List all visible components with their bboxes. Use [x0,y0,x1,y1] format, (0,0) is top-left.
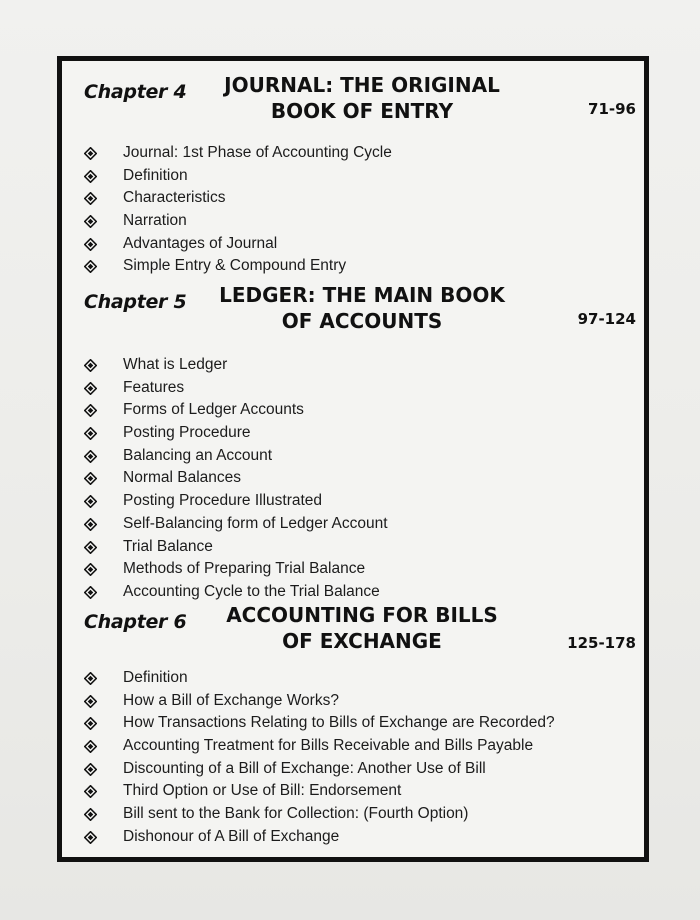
diamond-bullet-icon [84,427,97,440]
diamond-bullet-icon [84,740,97,753]
chapter-title-line: JOURNAL: THE ORIGINAL [224,73,500,97]
chapter-label: Chapter 4 [84,81,187,103]
topic-label: Discounting of a Bill of Exchange: Another Use of Bill [123,759,486,777]
topic-label: Journal: 1st Phase of Accounting Cycle [123,144,392,161]
topic-label: Forms of Ledger Accounts [123,401,304,419]
diamond-bullet-icon [84,695,97,708]
chapter-page-range: 97-124 [577,310,636,328]
topic-label: How Transactions Relating to Bills of Exchange are Recorded? [123,714,555,732]
topic-label: Accounting Treatment for Bills Receivable and Bills Payable [123,737,534,755]
topic-label: Definition [123,166,188,184]
topic-item [62,803,644,826]
topic-item [62,233,644,256]
topic-label: Balancing an Account [123,446,273,464]
topic-item [62,780,644,803]
diamond-bullet-icon [84,808,97,821]
topic-label: Posting Procedure Illustrated [123,492,323,510]
topic-label: Normal Balances [123,469,242,487]
topic-label: Trial Balance [123,537,213,555]
chapter-title-line: OF ACCOUNTS [281,309,443,333]
diamond-bullet-icon [84,672,97,685]
topic-label: How a Bill of Exchange Works? [123,691,339,709]
diamond-bullet-icon [84,563,97,576]
topic-label: Bill sent to the Bank for Collection: (Fourth Option) [123,805,469,823]
topic-item [62,558,644,581]
topic-item [62,536,644,559]
topic-item [62,467,644,490]
topic-label: Definition [123,669,188,686]
diamond-bullet-icon [84,763,97,776]
diamond-bullet-icon [84,541,97,554]
diamond-bullet-icon [84,170,97,183]
chapter-title-line: OF EXCHANGE [282,629,442,653]
chapter-title [212,602,512,654]
topic-label: Advantages of Journal [123,234,278,252]
chapter-title [212,72,512,124]
topic-list [62,354,644,604]
topic-item [62,826,644,849]
diamond-bullet-icon [84,404,97,417]
topic-item [62,735,644,758]
topic-item [62,187,644,210]
topic-item [62,210,644,233]
topic-item [62,581,644,604]
diamond-bullet-icon [84,359,97,372]
diamond-bullet-icon [84,215,97,228]
diamond-bullet-icon [84,831,97,844]
chapter-page-range: 71-96 [588,100,636,118]
topic-list [62,142,644,278]
diamond-bullet-icon [84,518,97,531]
topic-label: What is Ledger [123,356,228,373]
topic-label: Methods of Preparing Trial Balance [123,560,366,578]
topic-item [62,667,644,690]
topic-item [62,142,644,165]
chapter-title-line: LEDGER: THE MAIN BOOK [219,283,505,307]
diamond-bullet-icon [84,472,97,485]
topic-label: Accounting Cycle to the Trial Balance [123,582,380,600]
diamond-bullet-icon [84,717,97,730]
diamond-bullet-icon [84,238,97,251]
diamond-bullet-icon [84,450,97,463]
topic-item [62,255,644,278]
chapter-title-line: ACCOUNTING FOR BILLS [226,603,498,627]
diamond-bullet-icon [84,495,97,508]
topic-item [62,445,644,468]
diamond-bullet-icon [84,785,97,798]
chapter-label: Chapter 5 [84,291,187,313]
contents-frame [57,56,649,862]
diamond-bullet-icon [84,192,97,205]
topic-label: Narration [123,212,187,230]
topic-item [62,513,644,536]
topic-item [62,354,644,377]
diamond-bullet-icon [84,147,97,160]
diamond-bullet-icon [84,260,97,273]
topic-item [62,712,644,735]
topic-list [62,667,644,849]
topic-item [62,422,644,445]
topic-label: Self-Balancing form of Ledger Account [123,514,388,532]
chapter-page-range: 125-178 [567,634,636,652]
diamond-bullet-icon [84,586,97,599]
topic-label: Third Option or Use of Bill: Endorsement [123,782,402,800]
topic-item [62,399,644,422]
chapter-label: Chapter 6 [84,611,187,633]
diamond-bullet-icon [84,382,97,395]
chapter-title [212,282,512,334]
topic-label: Simple Entry & Compound Entry [123,257,347,275]
topic-item [62,377,644,400]
topic-label: Characteristics [123,189,226,207]
topic-label: Features [123,378,185,396]
topic-item [62,758,644,781]
topic-item [62,165,644,188]
topic-item [62,490,644,513]
topic-label: Posting Procedure [123,424,251,442]
topic-item [62,690,644,713]
chapter-title-line: BOOK OF ENTRY [270,99,454,123]
topic-label: Dishonour of A Bill of Exchange [123,827,340,845]
